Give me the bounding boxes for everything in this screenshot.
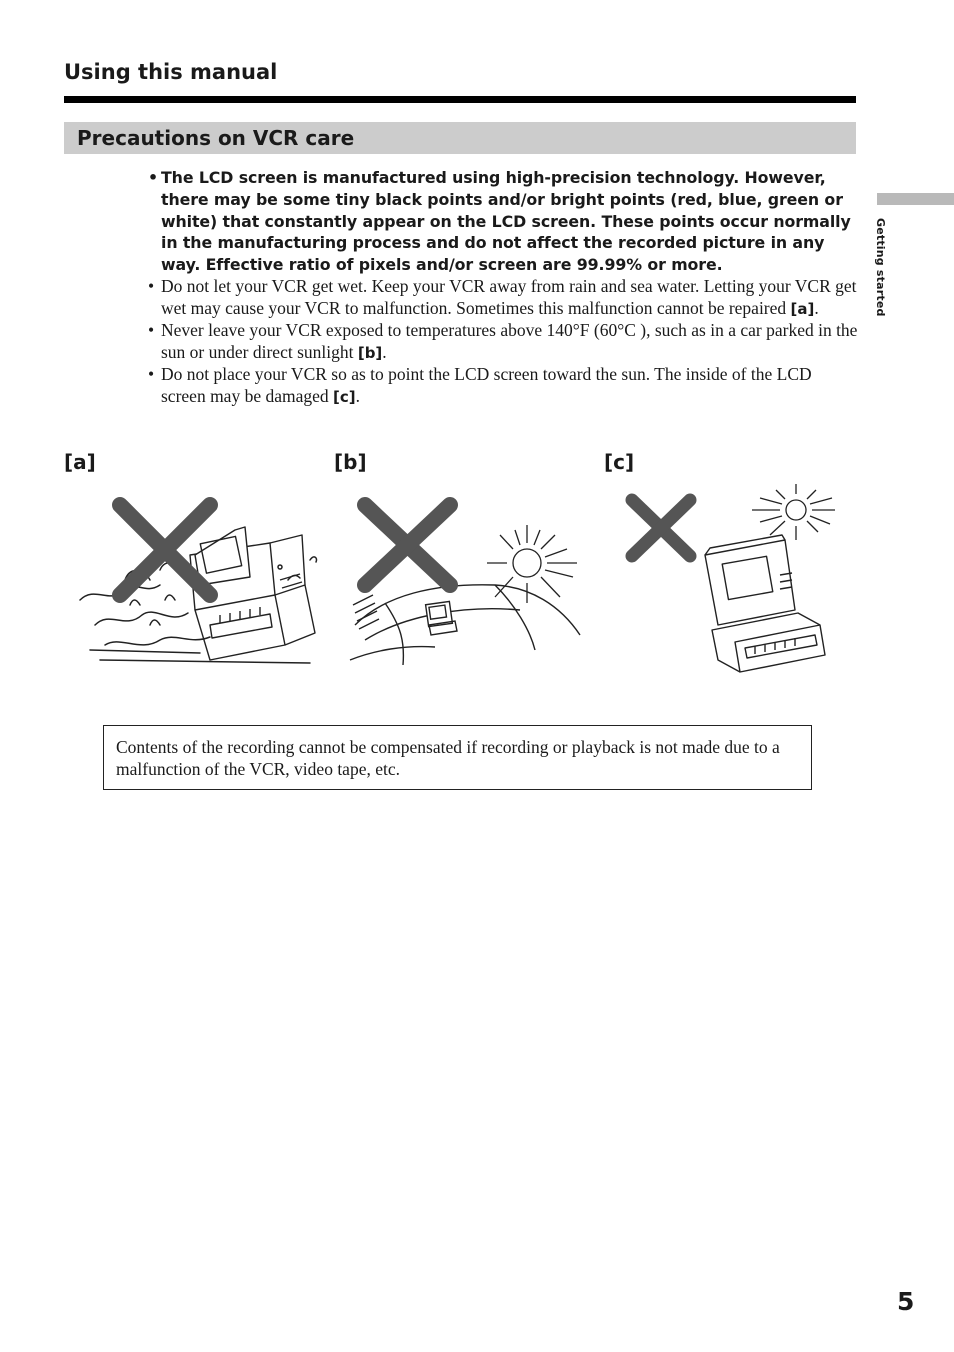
figure-b-car-sun-illustration xyxy=(345,485,595,675)
figure-label-c: [c] xyxy=(604,450,635,474)
bullet-end: . xyxy=(382,341,387,362)
figure-label-a: [a] xyxy=(64,450,96,474)
side-label: Getting started xyxy=(874,218,887,317)
bullet-text: Never leave your VCR exposed to temperatures above 140°F (60°C ), such as in a car parked in the sun or under direct sunlight xyxy=(161,320,858,362)
bullet-wet xyxy=(148,276,860,320)
precautions-list xyxy=(148,167,860,409)
bullet-text: Do not place your VCR so as to point the LCD screen toward the sun. The inside of the LCD screen may be damaged xyxy=(161,364,812,406)
figure-c-lcd-sun-illustration xyxy=(620,480,850,680)
bullet-sun xyxy=(148,364,860,408)
page-number: 5 xyxy=(897,1287,915,1316)
figure-ref: [a] xyxy=(790,299,815,318)
figure-ref: [b] xyxy=(357,343,383,362)
bullet-heat xyxy=(148,320,860,364)
bullet-end: . xyxy=(355,385,360,406)
sun-icon xyxy=(487,525,577,603)
sub-heading: Precautions on VCR care xyxy=(64,122,856,154)
bullet-text: Do not let your VCR get wet. Keep your VCR away from rain and sea water. Letting your VCR get wet may cause your VCR to malfunction. Sometimes this malfunction cannot be repaired xyxy=(161,275,857,318)
figure-label-b: [b] xyxy=(334,450,367,474)
figure-a-water-illustration xyxy=(70,485,320,675)
notice-box: Contents of the recording cannot be compensated if recording or playback is not made due to a malfunction of the VCR, video tape, etc. xyxy=(103,725,812,790)
figure-ref: [c] xyxy=(333,387,356,406)
side-tab xyxy=(877,193,954,205)
bullet-end: . xyxy=(814,297,819,318)
section-title: Using this manual xyxy=(64,60,278,84)
bullet-text: The LCD screen is manufactured using high-precision technology. However, there may be some tiny black points and/or bright points (red, blue, green or white) that constantly appear on the LCD screen. These points occur normally in the manufacturing process and do not affect the recorded picture in any way. Effective ratio of pixels and/or screen are 99.99% or more. xyxy=(161,168,851,275)
section-rule xyxy=(64,96,856,103)
bullet-lcd xyxy=(148,167,860,276)
sun-icon xyxy=(752,484,835,540)
